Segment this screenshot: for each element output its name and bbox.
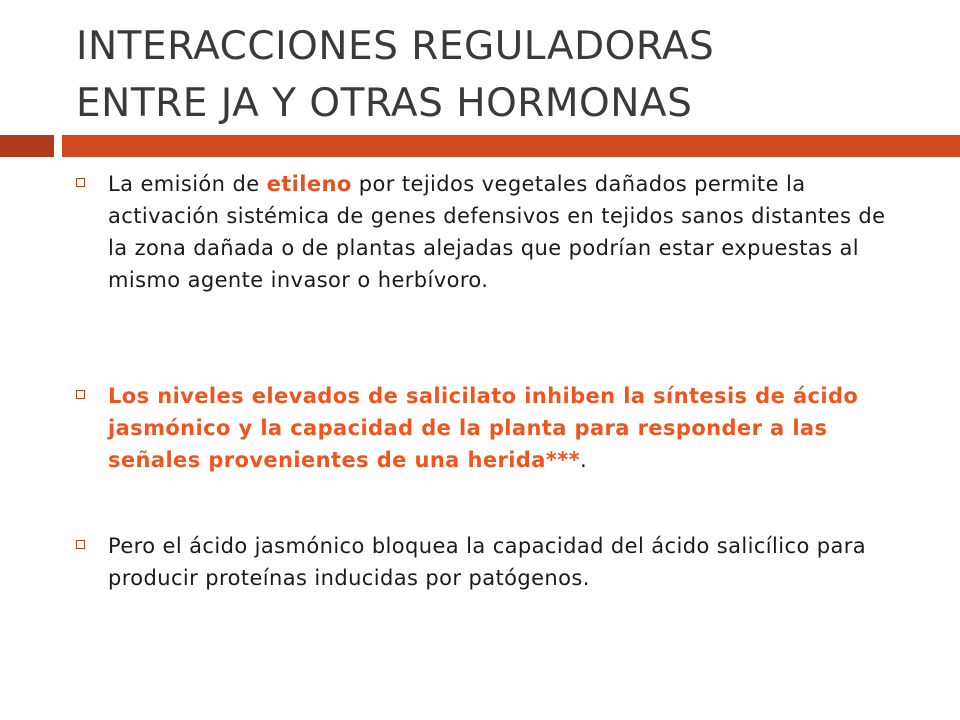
bullet-prefix: La emisión de — [108, 172, 267, 196]
hollow-square-bullet-icon — [76, 390, 85, 399]
hollow-square-bullet-icon — [76, 540, 85, 549]
accent-bar-right — [62, 135, 960, 157]
bullet-text — [108, 168, 894, 296]
bullet-bold-highlight: Los niveles elevados de salicilato inhiben la síntesis de ácido jasmónico y la capacidad de la planta para responder a las señales provenientes de una herida*** — [108, 384, 859, 472]
slide-title-line-1: INTERACCIONES REGULADORAS — [76, 24, 715, 69]
slide-title-line-2: ENTRE JA Y OTRAS HORMONAS — [76, 81, 693, 126]
accent-bar-left — [0, 135, 54, 157]
slide-title — [76, 18, 936, 132]
bullet-trailing-period: . — [579, 448, 588, 472]
bullet-suffix: por tejidos vegetales dañados permite la activación sistémica de genes defensivos en tejidos sanos distantes de la zona dañada o de plantas alejadas que podrían estar expuestas al mismo agente invasor o herbívoro. — [108, 172, 886, 292]
bullet-highlight-etileno: etileno — [266, 172, 352, 196]
hollow-square-bullet-icon — [76, 178, 85, 187]
bullet-text — [108, 380, 894, 476]
bullet-text: Pero el ácido jasmónico bloquea la capacidad del ácido salicílico para producir proteínas inducidas por patógenos. — [108, 534, 867, 590]
